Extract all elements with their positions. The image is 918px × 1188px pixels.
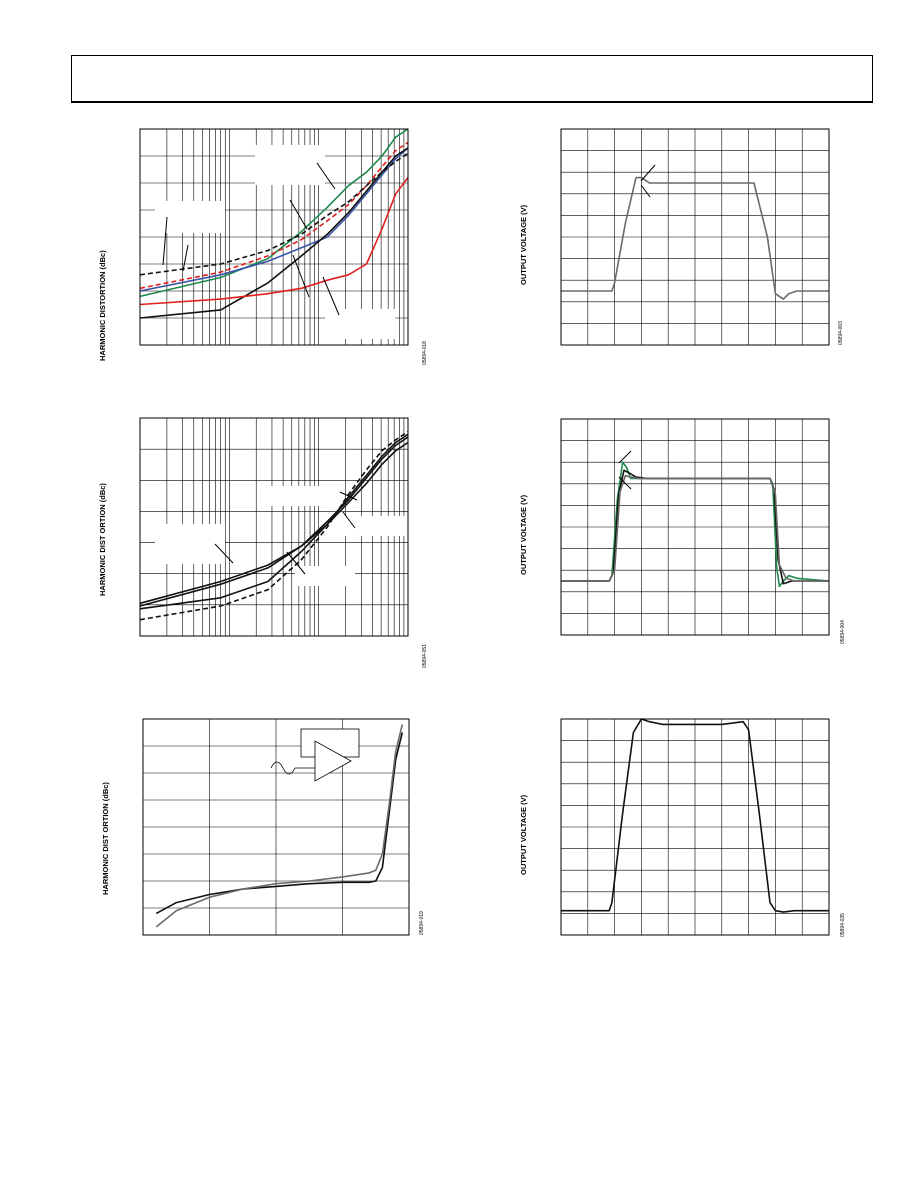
annotation-leader [619, 451, 631, 463]
y-axis-label: HARMONIC DIST ORTION (dBc) [101, 782, 110, 895]
y-axis-label: HARMONIC DIST ORTION (dBc) [98, 483, 107, 596]
annotation-layer [641, 165, 655, 197]
annotation-field [255, 145, 325, 185]
grid-layer [143, 719, 409, 935]
output-voltage-chart-1 [515, 125, 845, 350]
annotation-leader [183, 245, 188, 271]
annotation-field [325, 309, 395, 339]
series-line-6 [140, 178, 408, 305]
harmonic-distortion-chart-3 [95, 715, 425, 945]
annotation-leader [290, 200, 307, 229]
series-line-2 [156, 724, 402, 927]
annotation-field [270, 486, 330, 506]
grid-layer [561, 129, 829, 345]
series-layer [156, 724, 402, 927]
grid-layer [561, 419, 829, 635]
page-header-box [71, 55, 873, 103]
figure-code: 05894-004 [840, 620, 846, 644]
sine-source-icon [271, 762, 295, 774]
harmonic-distortion-chart-1 [95, 125, 428, 375]
figure-code: 05894-019 [419, 911, 425, 935]
output-voltage-chart-2 [515, 415, 845, 650]
y-axis-label: OUTPUT VOLTAGE (V) [519, 794, 528, 875]
harmonic-distortion-chart-2 [95, 416, 428, 676]
annotation-field [155, 201, 225, 233]
annotation-layer [155, 145, 395, 339]
output-voltage-chart-3 [515, 715, 845, 945]
y-axis-label: HARMONIC DISTORTION (dBc) [98, 250, 107, 361]
figure-code: 05894-018 [422, 341, 428, 365]
series-line-1 [156, 733, 402, 914]
figure-code: 05894-035 [840, 913, 846, 937]
annotation-field [295, 566, 355, 586]
annotation-field [155, 524, 225, 564]
y-axis-label: OUTPUT VOLTAGE (V) [519, 494, 528, 575]
y-axis-label: OUTPUT VOLTAGE (V) [519, 204, 528, 285]
figure-code: 05894-003 [838, 321, 844, 345]
figure-code: 05894-051 [422, 644, 428, 668]
annotation-leader [641, 165, 655, 181]
grid-layer [561, 719, 829, 935]
annotation-leader [641, 185, 650, 197]
